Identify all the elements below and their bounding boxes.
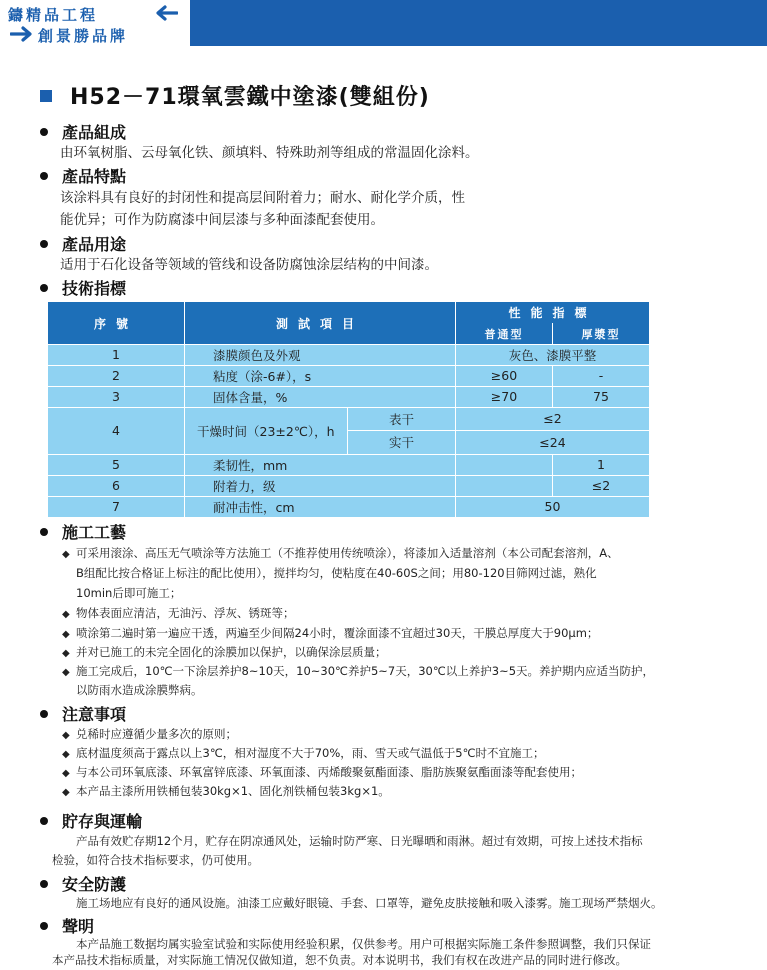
list-item-continuation: B组配比按合格证上标注的配比使用），搅拌均匀，使粘度在40-60S之间；用80-120目筛网过滤，熟化 [76, 566, 597, 580]
table-cell-no: 4 [112, 423, 120, 438]
bullet-dot-icon [40, 922, 48, 930]
list-item-text: 底材温度须高于露点以上3℃，相对湿度不大于70%，雨、雪天或气温低于5℃时不宜施工； [76, 746, 545, 760]
arrow-left-icon [154, 5, 178, 21]
table-cell-item: 粘度（涂-6#），s [213, 368, 312, 384]
table-subheader-standard: 普通型 [456, 323, 552, 344]
list-item [62, 662, 654, 682]
section-composition-heading [40, 120, 126, 143]
table-cell-no: 3 [112, 389, 120, 404]
table-cell-no: 2 [112, 368, 120, 383]
table-cell-thick: 75 [593, 389, 609, 404]
table-cell-no: 1 [112, 347, 120, 362]
list-item [62, 624, 598, 644]
table-cell-value: ≤2 [543, 411, 562, 426]
table-cell-sub-surface-dry: 表干 [388, 411, 414, 427]
list-item [62, 725, 237, 745]
heading-text: 貯存與運輸 [62, 812, 143, 831]
diamond-bullet-icon: ◆ [62, 648, 70, 659]
section-safety-heading [40, 872, 126, 895]
list-item [62, 544, 619, 564]
table-cell-item: 柔韧性，mm [213, 457, 288, 473]
table-subheader-thick: 厚漿型 [553, 323, 649, 344]
list-item-text: 本产品主漆所用铁桶包装30kg×1、固化剂铁桶包装3kg×1。 [76, 784, 390, 798]
features-text-line1: 该涂料具有良好的封闭性和提高层间附着力；耐水、耐化学介质，性 [60, 190, 465, 206]
table-cell-standard: ≥60 [490, 368, 518, 383]
header-band [190, 0, 767, 46]
statement-text-line1: 本产品施工数据均属实验室试验和实际使用经验积累，仅供参考。用户可根据实际施工条件参照调整，我们只保证 [76, 937, 651, 951]
table-cell-item: 固体含量，% [213, 389, 288, 405]
list-item [62, 604, 295, 624]
list-item-text: 与本公司环氧底漆、环氧富锌底漆、环氧面漆、丙烯酸聚氨酯面漆、脂肪族聚氨酯面漆等配套使用； [76, 765, 582, 779]
diamond-bullet-icon: ◆ [62, 667, 70, 678]
usage-text: 适用于石化设备等领域的管线和设备防腐蚀涂层结构的中间漆。 [60, 257, 438, 273]
bullet-dot-icon [40, 710, 48, 718]
features-text-line2: 能优异；可作为防腐漆中间层漆与多种面漆配套使用。 [60, 212, 384, 228]
diamond-bullet-icon: ◆ [62, 629, 70, 640]
specs-table [48, 302, 649, 517]
table-cell-merged: 50 [544, 499, 561, 514]
section-construction-heading [40, 520, 126, 543]
list-item [62, 643, 387, 663]
bullet-dot-icon [40, 528, 48, 536]
arrow-right-icon [10, 26, 34, 42]
list-item-text: 可采用滚涂、高压无气喷涂等方法施工（不推荐使用传统喷涂），将漆加入适量溶剂（本公司配套溶剂，A、 [76, 546, 619, 560]
table-header-no: 序號 [48, 302, 184, 344]
section-usage-heading [40, 232, 126, 255]
table-cell-no: 6 [112, 478, 120, 493]
safety-text: 施工场地应有良好的通风设施。油漆工应戴好眼镜、手套、口罩等，避免皮肤接触和吸入漆雾。施工现场严禁烟火。 [76, 896, 663, 910]
list-item-text: 喷涂第二遍时第一遍应干透，两遍至少间隔24小时，覆涂面漆不宜超过30天，干膜总厚度大于90μm； [76, 626, 599, 640]
diamond-bullet-icon: ◆ [62, 730, 70, 741]
statement-text-line2: 本产品技术指标质量，对实际施工情况仅做知道，恕不负责。对本说明书，我们有权在改进产品的同时进行修改。 [52, 953, 627, 967]
table-cell-standard: ≥70 [490, 389, 518, 404]
section-features-heading [40, 164, 126, 187]
table-cell-item: 附着力，级 [213, 478, 276, 494]
title-square-icon [40, 90, 52, 102]
table-cell-value: ≤24 [539, 434, 566, 450]
diamond-bullet-icon: ◆ [62, 609, 70, 620]
bullet-dot-icon [40, 817, 48, 825]
section-specs-heading [40, 276, 126, 299]
composition-text: 由环氧树脂、云母氧化铁、颜填料、特殊助剂等组成的常温固化涂料。 [60, 145, 479, 161]
storage-text-line1: 产品有效贮存期12个月，贮存在阴凉通风处，运输时防严寒、日光曝晒和雨淋。超过有效期，可按上述技术指标 [76, 834, 643, 848]
table-cell-item: 耐冲击性，cm [213, 499, 295, 515]
diamond-bullet-icon: ◆ [62, 549, 70, 560]
bullet-dot-icon [40, 880, 48, 888]
heading-text: 安全防護 [62, 875, 127, 894]
slogan-line-2: 創景勝品牌 [38, 27, 129, 45]
bullet-dot-icon [40, 172, 48, 180]
section-notes-heading [40, 702, 126, 725]
list-item-text: 施工完成后，10℃一下涂层养护8~10天，10~30℃养护5~7天，30℃以上养护3~5天。养护期内应适当防护， [76, 664, 655, 678]
table-header-item: 測試項目 [185, 302, 455, 344]
table-header-performance: 性能指標 [456, 302, 649, 323]
section-storage-heading [40, 809, 142, 832]
heading-text: 產品組成 [62, 123, 127, 142]
bullet-dot-icon [40, 128, 48, 136]
list-item-continuation: 以防雨水造成涂膜弊病。 [76, 683, 203, 697]
table-cell-item: 漆膜颜色及外观 [213, 347, 301, 363]
table-cell-thick: 1 [597, 457, 605, 472]
list-item [62, 782, 390, 802]
list-item-text: 兑稀时应遵循少量多次的原则； [76, 727, 237, 741]
table-cell-no: 5 [112, 457, 120, 472]
heading-text: 產品用途 [62, 235, 127, 254]
slogan-line-1: 鑄精品工程 [8, 6, 99, 24]
storage-text-line2: 检验，如符合技术指标要求，仍可使用。 [52, 853, 259, 867]
diamond-bullet-icon: ◆ [62, 768, 70, 779]
heading-text: 施工工藝 [62, 523, 127, 542]
bullet-dot-icon [40, 240, 48, 248]
bullet-dot-icon [40, 284, 48, 292]
table-cell-merged: 灰色、漆膜平整 [508, 347, 597, 363]
heading-text: 注意事項 [62, 705, 127, 724]
table-cell-thick: ≤2 [591, 478, 611, 493]
table-cell-sub-hard-dry: 实干 [388, 435, 414, 450]
heading-text: 產品特點 [62, 167, 127, 186]
list-item-continuation: 10min后即可施工； [76, 586, 182, 600]
diamond-bullet-icon: ◆ [62, 749, 70, 760]
table-cell-item: 干燥时间（23±2℃），h [197, 423, 335, 439]
list-item [62, 744, 545, 764]
list-item-text: 物体表面应清洁，无油污、浮灰、锈斑等； [76, 606, 295, 620]
grid-line [552, 323, 553, 344]
list-item-text: 并对已施工的未完全固化的涂膜加以保护，以确保涂层质量； [76, 645, 387, 659]
diamond-bullet-icon: ◆ [62, 787, 70, 798]
page-title: H52－71環氧雲鐵中塗漆(雙組份) [70, 85, 430, 110]
heading-text: 技術指標 [62, 279, 127, 298]
heading-text: 聲明 [62, 917, 95, 936]
table-cell-thick: - [598, 368, 604, 383]
list-item [62, 763, 582, 783]
section-statement-heading [40, 914, 94, 937]
table-cell-no: 7 [112, 499, 120, 514]
